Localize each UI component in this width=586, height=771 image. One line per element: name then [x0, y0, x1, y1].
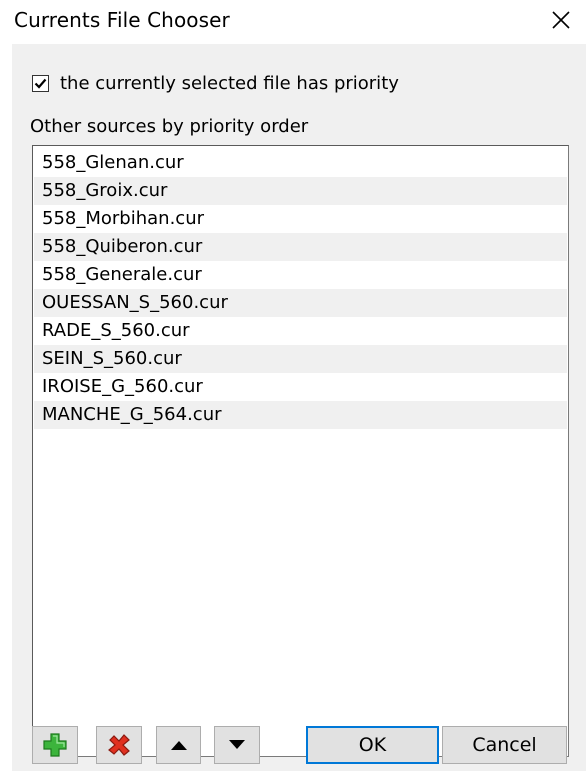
ok-button[interactable]: [306, 726, 439, 764]
list-item[interactable]: OUESSAN_S_560.cur: [34, 289, 567, 317]
triangle-up-icon: [170, 739, 188, 751]
close-icon: [551, 10, 571, 30]
red-x-icon: [106, 732, 132, 758]
remove-button[interactable]: [96, 726, 142, 764]
ok-button-label: OK: [358, 734, 387, 756]
priority-checkbox-row[interactable]: [32, 70, 399, 96]
list-item[interactable]: SEIN_S_560.cur: [34, 345, 567, 373]
cancel-button[interactable]: [442, 726, 567, 764]
close-button[interactable]: [538, 0, 584, 40]
priority-checkbox[interactable]: [32, 75, 49, 92]
checkmark-icon: [34, 77, 47, 90]
window-title: Currents File Chooser: [14, 8, 230, 32]
dialog-body: [12, 44, 586, 771]
sources-list: [34, 149, 567, 429]
title-bar: [0, 0, 586, 44]
cancel-button-label: Cancel: [472, 734, 537, 756]
list-item[interactable]: 558_Groix.cur: [34, 177, 567, 205]
add-button[interactable]: [32, 726, 78, 764]
list-item[interactable]: 558_Quiberon.cur: [34, 233, 567, 261]
list-item[interactable]: 558_Generale.cur: [42, 264, 202, 285]
list-item[interactable]: MANCHE_G_564.cur: [34, 401, 567, 429]
list-item[interactable]: 558_Glenan.cur: [42, 152, 184, 173]
sources-listbox[interactable]: [32, 145, 569, 757]
sources-caption: Other sources by priority order: [30, 116, 309, 137]
move-down-button[interactable]: [214, 726, 260, 764]
list-item[interactable]: IROISE_G_560.cur: [42, 376, 203, 397]
move-up-button[interactable]: [156, 726, 201, 764]
list-item[interactable]: 558_Morbihan.cur: [42, 208, 204, 229]
priority-checkbox-label: the currently selected file has priority: [60, 72, 399, 94]
list-item[interactable]: RADE_S_560.cur: [42, 320, 190, 341]
triangle-down-icon: [228, 739, 246, 751]
green-plus-icon: [42, 732, 68, 758]
